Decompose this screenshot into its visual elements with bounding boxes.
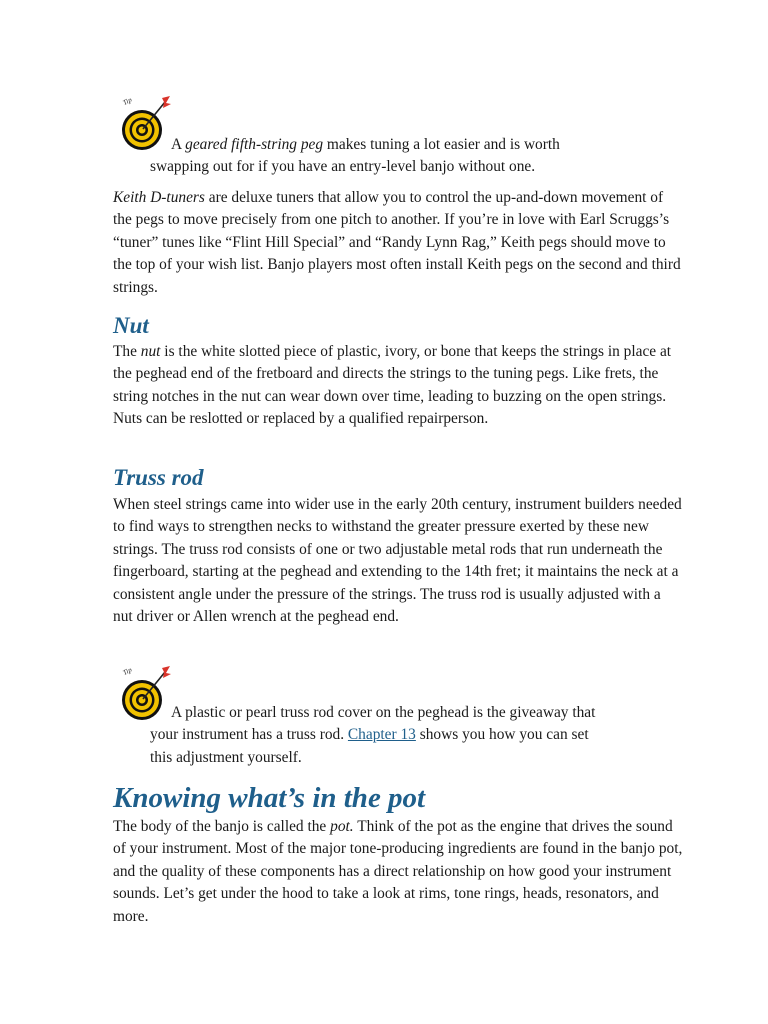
tip-2-text: A plastic or pearl truss rod cover on the peghead is the giveaway that your instrument has a truss rod. Chapter 13 shows you how you can set this adjustment yourself.	[150, 704, 596, 766]
chapter-13-link[interactable]: Chapter 13	[347, 726, 416, 744]
tip-label: Tip	[121, 665, 134, 677]
truss-rod-paragraph: When steel strings came into wider use in the early 20th century, instrument builders needed to find ways to strengthen necks to withstand the greater pressure exerted by these new strings. The truss rod consists of one or two adjustable metal rods that run underneath the fingerboard, starting at the peghead and extending to the 14th fret; it maintains the neck at a consistent angle under the pressure of the strings. The truss rod is usually adjusted with a nut driver or Allen wrench at the peghead end.	[113, 496, 682, 626]
tip-1-text: A geared fifth-string peg makes tuning a lot easier and is worth swapping out for if you have an entry-level banjo without one.	[150, 136, 560, 176]
keith-tuners-paragraph: Keith D-tuners are deluxe tuners that allow you to control the up-and-down movement of the pegs to move precisely from one pitch to another. If you’re in love with Earl Scruggs’s “tuner” tunes like “Flint Hill Special” and “Randy Lynn Rag,” Keith pegs should move to the top of your wish list. Banjo players most often install Keith pegs on the second and third strings.	[113, 189, 681, 296]
pot-paragraph: The body of the banjo is called the pot. Think of the pot as the engine that drives the sound of your instrument. Most of the major tone-producing ingredients are found in the banjo pot, and the quality of these components has a direct relationship on how good your instrument sounds. Let’s get under the hood to take a look at rims, tone rings, heads, resonators, and more.	[113, 818, 683, 925]
pot-heading: Knowing what’s in the pot	[113, 782, 426, 814]
truss-rod-heading: Truss rod	[113, 465, 204, 490]
nut-heading: Nut	[113, 313, 149, 338]
nut-paragraph: The nut is the white slotted piece of plastic, ivory, or bone that keeps the strings in place at the peghead end of the fretboard and directs the strings to the tuning pegs. Like frets, the string notches in the nut can wear down over time, leading to buzzing on the open strings. Nuts can be reslotted or replaced by a qualified repairperson.	[113, 343, 672, 428]
tip-label: Tip	[121, 95, 134, 107]
